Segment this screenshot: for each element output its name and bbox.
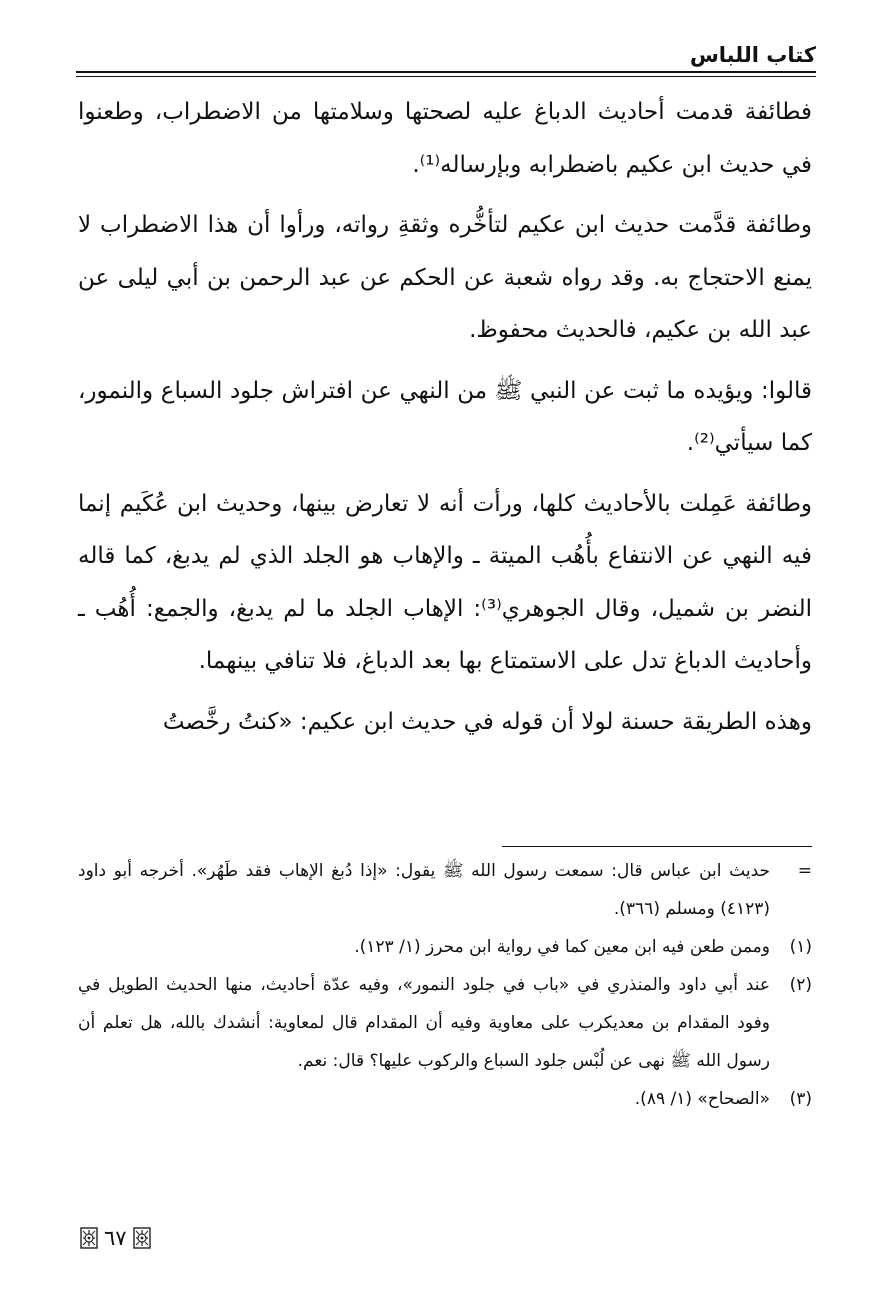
page-number: ٦٧	[104, 1226, 127, 1250]
footnote	[78, 852, 812, 928]
page-number-block	[80, 1222, 151, 1254]
paragraph: وطائفة قدَّمت حديث ابن عكيم لتأخُّره وثقةِ رواته، ورأوا أن هذا الاضطراب لا يمنع الاحتجاج به. وقد رواه شعبة عن الحكم عن عبد الرحمن بن أبي ليلى عن عبد الله بن عكيم، فالحديث محفوظ.	[78, 212, 812, 343]
footnotes	[78, 852, 812, 1118]
footnote-marker: (٢)	[789, 975, 812, 995]
footnote-separator	[502, 846, 812, 847]
paragraph: وهذه الطريقة حسنة لولا أن قوله في حديث ابن عكيم: «كنتُ رخَّصتُ	[162, 708, 812, 735]
footnote-text: وممن طعن فيه ابن معين كما في رواية ابن محرز (١/ ١٢٣).	[354, 937, 770, 957]
header-rule-thin	[76, 76, 816, 77]
paragraph: فطائفة قدمت أحاديث الدباغ عليه لصحتها وسلامتها من الاضطراب، وطعنوا في حديث ابن عكيم باضطرابه وبإرساله⁽¹⁾.	[78, 99, 812, 178]
header-rule-thick	[76, 71, 816, 73]
footnote-text: عند أبي داود والمنذري في «باب في جلود النمور»، وفيه عدّة أحاديث، منها الحديث الطويل في وفود المقدام بن معديكرب على معاوية وفيه أن المقدام قال لمعاوية: أنشدك بالله، هل تعلم أن رسول الله ﷺ نهى عن لُبْس جلود السباع والركوب عليها؟ قال: نعم.	[78, 975, 770, 1071]
footnote	[78, 966, 812, 1080]
footnote-text: حديث ابن عباس قال: سمعت رسول الله ﷺ يقول: «إذا دُبغ الإهاب فقد طَهُر». أخرجه أبو داود (٤١٢٣) ومسلم (٣٦٦).	[78, 861, 770, 919]
footnote-marker: (١)	[789, 937, 812, 957]
paragraph: وطائفة عَمِلت بالأحاديث كلها، ورأت أنه لا تعارض بينها، وحديث ابن عُكَيم إنما فيه النهي عن الانتفاع بأُهُب الميتة ـ والإهاب هو الجلد الذي لم يدبغ، كما قاله النضر بن شميل، وقال الجوهري⁽³⁾: الإهاب الجلد ما لم يدبغ، والجمع: أُهُب ـ وأحاديث الدباغ تدل على الاستمتاع بها بعد الدباغ، فلا تنافي بينهما.	[78, 490, 813, 674]
footnote-marker: =	[797, 861, 812, 881]
main-text	[78, 86, 812, 748]
footnote	[78, 1080, 812, 1118]
paragraph: قالوا: ويؤيده ما ثبت عن النبي ﷺ من النهي عن افتراش جلود السباع والنمور، كما سيأتي⁽²⁾.	[78, 377, 812, 456]
floral-ornament-icon	[80, 1227, 98, 1249]
floral-ornament-icon	[133, 1227, 151, 1249]
footnote-marker: (٣)	[789, 1089, 812, 1109]
running-header-title: كتاب اللباس	[689, 43, 816, 67]
footnote	[78, 928, 812, 966]
footnote-text: «الصحاح» (١/ ٨٩).	[634, 1089, 770, 1109]
